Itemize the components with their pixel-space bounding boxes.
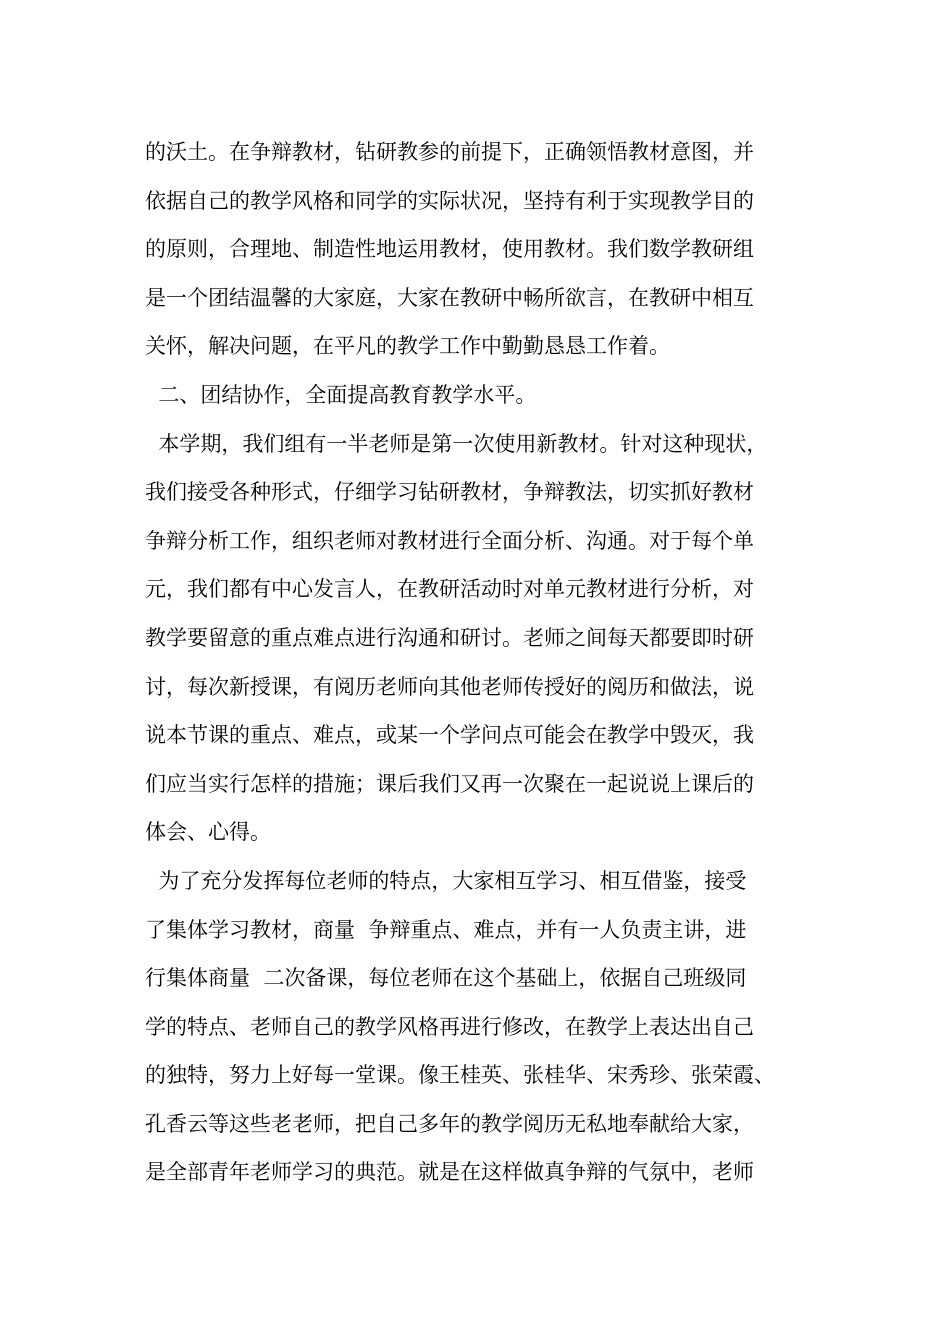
text-line: 依据自己的教学风格和同学的实际状况，坚持有利于实现教学目的 xyxy=(145,188,754,213)
text-line: 关怀，解决问题，在平凡的教学工作中勤勤恳恳工作着。 xyxy=(145,334,670,359)
text-line: 孔香云等这些老老师，把自己多年的教学阅历无私地奉献给大家， xyxy=(145,1111,754,1136)
section-heading: 二、团结协作，全面提高教育教学水平。 xyxy=(145,382,537,407)
text-line: 讨，每次新授课，有阅历老师向其他老师传授好的阅历和做法，说 xyxy=(145,674,754,699)
text-line: 本学期，我们组有一半老师是第一次使用新教材。针对这种现状， xyxy=(145,431,768,456)
text-line: 是全部青年老师学习的典范。就是在这样做真争辩的气氛中，老师 xyxy=(145,1160,754,1185)
text-line: 行集体商量 二次备课，每位老师在这个基础上，依据自己班级同 xyxy=(145,966,747,991)
text-line: 争辩分析工作，组织老师对教材进行全面分析、沟通。对于每个单 xyxy=(145,528,754,553)
text-line: 了集体学习教材，商量 争辩重点、难点，并有一人负责主讲，进 xyxy=(145,917,747,942)
text-line: 我们接受各种形式，仔细学习钻研教材，争辩教法，切实抓好教材 xyxy=(145,480,754,505)
text-line: 们应当实行怎样的措施；课后我们又再一次聚在一起说说上课后的 xyxy=(145,771,754,796)
text-line: 是一个团结温馨的大家庭，大家在教研中畅所欲言，在教研中相互 xyxy=(145,285,754,310)
body-text xyxy=(145,128,845,1197)
text-line: 为了充分发挥每位老师的特点，大家相互学习、相互借鉴，接受 xyxy=(145,868,747,893)
text-line: 的独特，努力上好每一堂课。像王桂英、张桂华、宋秀珍、张荣霞、 xyxy=(145,1063,775,1088)
text-line: 教学要留意的重点难点进行沟通和研讨。老师之间每天都要即时研 xyxy=(145,625,754,650)
text-line: 元，我们都有中心发言人，在教研活动时对单元教材进行分析，对 xyxy=(145,577,754,602)
text-line: 学的特点、老师自己的教学风格再进行修改，在教学上表达出自己 xyxy=(145,1014,754,1039)
text-line: 体会、心得。 xyxy=(145,820,271,845)
text-line: 的沃土。在争辩教材，钻研教参的前提下，正确领悟教材意图，并 xyxy=(145,140,754,164)
text-line: 说本节课的重点、难点，或某一个学问点可能会在教学中毁灭，我 xyxy=(145,723,754,748)
text-line: 的原则，合理地、制造性地运用教材，使用教材。我们数学教研组 xyxy=(145,237,754,262)
